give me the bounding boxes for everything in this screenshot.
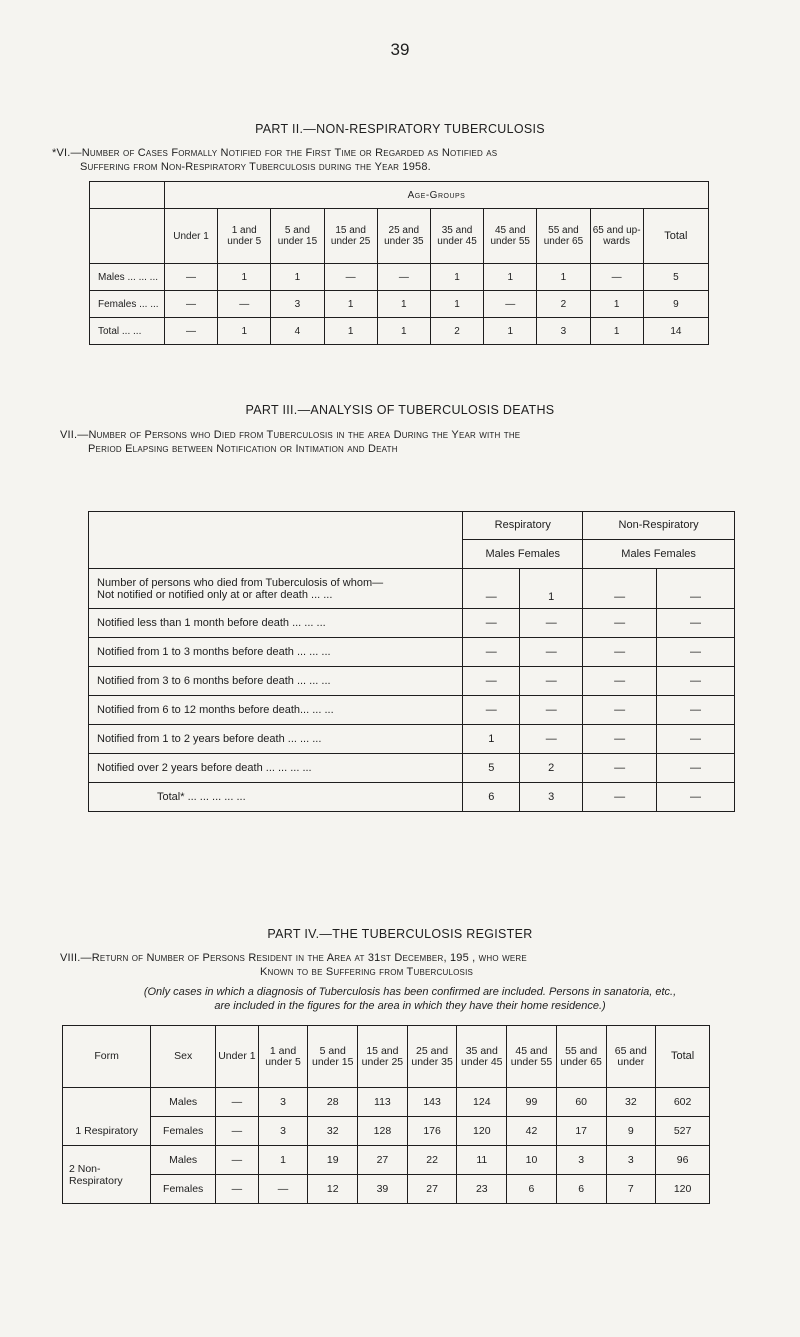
cell: 60	[556, 1088, 606, 1117]
column-header: 25 and under 35	[407, 1026, 457, 1088]
cell: —	[583, 696, 657, 725]
cell: —	[463, 569, 520, 609]
cell: 176	[407, 1117, 457, 1146]
cell: —	[463, 638, 520, 667]
cell: 1	[484, 318, 537, 345]
cell: 3	[258, 1117, 308, 1146]
row-label-line-2: Not notified or notified only at or after death ... ...	[97, 588, 333, 601]
cell: 23	[457, 1175, 507, 1204]
column-header: 35 and under 45	[430, 209, 483, 264]
table-8-note	[60, 985, 760, 1013]
column-header: Total	[656, 1026, 710, 1088]
cell: 27	[407, 1175, 457, 1204]
cell: 96	[656, 1146, 710, 1175]
column-header: 25 and under 35	[377, 209, 430, 264]
cell: —	[324, 264, 377, 291]
cell: 19	[308, 1146, 358, 1175]
cell: 3	[556, 1146, 606, 1175]
part-3-heading: PART III.—ANALYSIS OF TUBERCULOSIS DEATHS	[245, 403, 555, 417]
column-header: 15 and under 25	[358, 1026, 408, 1088]
cell: —	[583, 569, 657, 609]
cell: —	[463, 667, 520, 696]
column-header: Total	[643, 209, 708, 264]
cell: —	[583, 783, 657, 812]
column-header: 55 and under 65	[537, 209, 590, 264]
cell: 527	[656, 1117, 710, 1146]
table-row-total	[89, 783, 735, 812]
cell: 27	[358, 1146, 408, 1175]
cell: —	[657, 754, 735, 783]
table-row	[63, 1117, 710, 1146]
cell: 1	[218, 264, 271, 291]
cell: 1	[324, 291, 377, 318]
table-8-note-line-2: are included in the figures for the area in which they have their home residence.)	[214, 1000, 606, 1012]
table-row	[89, 754, 735, 783]
table-row	[89, 638, 735, 667]
sex-cell: Females	[151, 1117, 216, 1146]
column-header: 65 and under	[606, 1026, 656, 1088]
cell: 12	[308, 1175, 358, 1204]
cell: 6	[556, 1175, 606, 1204]
table-6-non-respiratory-notifications	[89, 181, 709, 345]
cell: —	[520, 638, 583, 667]
table-6-title-line-2: Suffering from Non-Respiratory Tuberculosis during the Year 1958.	[80, 161, 431, 173]
part-4-heading: PART IV.—THE TUBERCULOSIS REGISTER	[267, 927, 533, 941]
cell: 6	[507, 1175, 557, 1204]
cell: 99	[507, 1088, 557, 1117]
form-header: Form	[63, 1026, 151, 1088]
cell: 14	[643, 318, 708, 345]
cell: —	[484, 291, 537, 318]
cell: —	[216, 1117, 259, 1146]
row-label: Total* ... ... ... ... ...	[89, 783, 463, 812]
cell: 32	[308, 1117, 358, 1146]
cell: —	[657, 696, 735, 725]
cell: 28	[308, 1088, 358, 1117]
cell: 1	[520, 569, 583, 609]
cell: 1	[590, 318, 643, 345]
row-label: Notified from 1 to 2 years before death ... ... ...	[89, 725, 463, 754]
column-header: Under 1	[164, 209, 217, 264]
table-7-title	[60, 428, 780, 456]
cell: 32	[606, 1088, 656, 1117]
cell: 22	[407, 1146, 457, 1175]
cell: —	[377, 264, 430, 291]
table-8-title-line-2: Known to be Suffering from Tuberculosis	[260, 966, 474, 978]
row-label: Notified from 1 to 3 months before death ... ... ...	[89, 638, 463, 667]
cell: —	[463, 696, 520, 725]
table-7-title-line-2: Period Elapsing between Notification or Intimation and Death	[88, 443, 398, 455]
cell: 1	[218, 318, 271, 345]
non-respiratory-subheader: Males Females	[583, 540, 735, 569]
row-label: Notified from 6 to 12 months before death... ... ...	[89, 696, 463, 725]
cell: 10	[507, 1146, 557, 1175]
cell: —	[583, 667, 657, 696]
cell: 1	[430, 264, 483, 291]
respiratory-header: Respiratory	[463, 512, 583, 540]
cell: 3	[606, 1146, 656, 1175]
table-row	[89, 696, 735, 725]
column-header: 45 and under 55	[484, 209, 537, 264]
cell: 1	[377, 318, 430, 345]
cell: 42	[507, 1117, 557, 1146]
column-header: 55 and under 65	[556, 1026, 606, 1088]
cell: 2	[430, 318, 483, 345]
table-7-tuberculosis-deaths	[88, 511, 735, 812]
cell: 3	[271, 291, 324, 318]
part-2-heading: PART II.—NON-RESPIRATORY TUBERCULOSIS	[255, 122, 545, 136]
cell: 9	[643, 291, 708, 318]
cell: 113	[358, 1088, 408, 1117]
cell: 2	[520, 754, 583, 783]
table-8-tuberculosis-register	[62, 1025, 710, 1204]
cell: 3	[537, 318, 590, 345]
cell: 1	[463, 725, 520, 754]
table-6-title	[52, 146, 772, 174]
cell: 4	[271, 318, 324, 345]
table-row	[63, 1088, 710, 1117]
cell: 1	[484, 264, 537, 291]
cell: —	[164, 291, 217, 318]
row-label-line-1: Number of persons who died from Tuberculosis of whom—	[97, 576, 384, 589]
sex-cell: Males	[151, 1088, 216, 1117]
column-header: 5 and under 15	[271, 209, 324, 264]
table-8-header-row	[63, 1026, 710, 1088]
cell: —	[164, 318, 217, 345]
row-label	[89, 569, 463, 609]
cell: 128	[358, 1117, 408, 1146]
cell: —	[218, 291, 271, 318]
cell: —	[583, 609, 657, 638]
cell: 124	[457, 1088, 507, 1117]
table-row	[89, 609, 735, 638]
table-6-header-row	[90, 209, 709, 264]
column-header: 1 and under 5	[218, 209, 271, 264]
column-header: 1 and under 5	[258, 1026, 308, 1088]
form-non-respiratory: 2 Non-Respiratory	[63, 1146, 151, 1204]
table-row	[90, 291, 709, 318]
cell: 2	[537, 291, 590, 318]
table-8-title	[60, 951, 780, 979]
cell: 3	[520, 783, 583, 812]
cell: 602	[656, 1088, 710, 1117]
cell: —	[657, 569, 735, 609]
cell: —	[258, 1175, 308, 1204]
cell: 17	[556, 1117, 606, 1146]
row-label: Total ... ...	[90, 318, 165, 345]
table-row	[89, 667, 735, 696]
cell: 9	[606, 1117, 656, 1146]
cell: —	[590, 264, 643, 291]
cell: —	[216, 1146, 259, 1175]
form-respiratory: 1 Respiratory	[63, 1088, 151, 1146]
sex-header: Sex	[151, 1026, 216, 1088]
row-label: Notified over 2 years before death ... ... ... ...	[89, 754, 463, 783]
cell: 39	[358, 1175, 408, 1204]
age-groups-header: Age-Groups	[164, 182, 708, 209]
cell: 6	[463, 783, 520, 812]
cell: 1	[377, 291, 430, 318]
respiratory-subheader: Males Females	[463, 540, 583, 569]
table-7-corner	[89, 512, 463, 569]
cell: 1	[430, 291, 483, 318]
column-header: Under 1	[216, 1026, 259, 1088]
cell: —	[520, 667, 583, 696]
row-label: Notified from 3 to 6 months before death ... ... ...	[89, 667, 463, 696]
table-row	[63, 1175, 710, 1204]
table-6-corner	[90, 182, 165, 209]
cell: 1	[258, 1146, 308, 1175]
column-header: 65 and up-wards	[590, 209, 643, 264]
cell: 143	[407, 1088, 457, 1117]
table-8-title-line-1: VIII.—Return of Number of Persons Resident in the Area at 31st December, 195 , who were	[60, 952, 527, 964]
table-7-title-line-1: VII.—Number of Persons who Died from Tuberculosis in the area During the Year with the	[60, 429, 521, 441]
cell: 120	[656, 1175, 710, 1204]
column-header: 15 and under 25	[324, 209, 377, 264]
cell: 7	[606, 1175, 656, 1204]
cell: 1	[271, 264, 324, 291]
cell: 1	[537, 264, 590, 291]
cell: —	[657, 725, 735, 754]
cell: 120	[457, 1117, 507, 1146]
cell: 5	[463, 754, 520, 783]
cell: —	[216, 1088, 259, 1117]
row-label: Notified less than 1 month before death ... ... ...	[89, 609, 463, 638]
non-respiratory-header: Non-Respiratory	[583, 512, 735, 540]
table-8-note-line-1: (Only cases in which a diagnosis of Tuberculosis has been confirmed are included. Persons in sanatoria, etc.,	[143, 986, 677, 998]
sex-cell: Males	[151, 1146, 216, 1175]
cell: —	[657, 667, 735, 696]
row-label: Females ... ...	[90, 291, 165, 318]
column-header: 35 and under 45	[457, 1026, 507, 1088]
cell: 1	[324, 318, 377, 345]
cell: —	[657, 783, 735, 812]
cell: —	[216, 1175, 259, 1204]
table-row	[90, 264, 709, 291]
cell: —	[583, 754, 657, 783]
cell: —	[164, 264, 217, 291]
table-6-corner-2	[90, 209, 165, 264]
table-row	[63, 1146, 710, 1175]
cell: —	[657, 609, 735, 638]
cell: 11	[457, 1146, 507, 1175]
sex-cell: Females	[151, 1175, 216, 1204]
page-number: 39	[390, 40, 410, 59]
table-6-title-line-1: *VI.—Number of Cases Formally Notified for the First Time or Regarded as Notified as	[52, 147, 498, 159]
cell: 3	[258, 1088, 308, 1117]
cell: —	[657, 638, 735, 667]
cell: —	[463, 609, 520, 638]
column-header: 5 and under 15	[308, 1026, 358, 1088]
cell: 1	[590, 291, 643, 318]
table-row	[89, 569, 735, 609]
cell: —	[520, 696, 583, 725]
row-label: Males ... ... ...	[90, 264, 165, 291]
cell: —	[583, 725, 657, 754]
cell: —	[520, 609, 583, 638]
table-row	[89, 725, 735, 754]
column-header: 45 and under 55	[507, 1026, 557, 1088]
table-row	[90, 318, 709, 345]
cell: 5	[643, 264, 708, 291]
cell: —	[520, 725, 583, 754]
cell: —	[583, 638, 657, 667]
